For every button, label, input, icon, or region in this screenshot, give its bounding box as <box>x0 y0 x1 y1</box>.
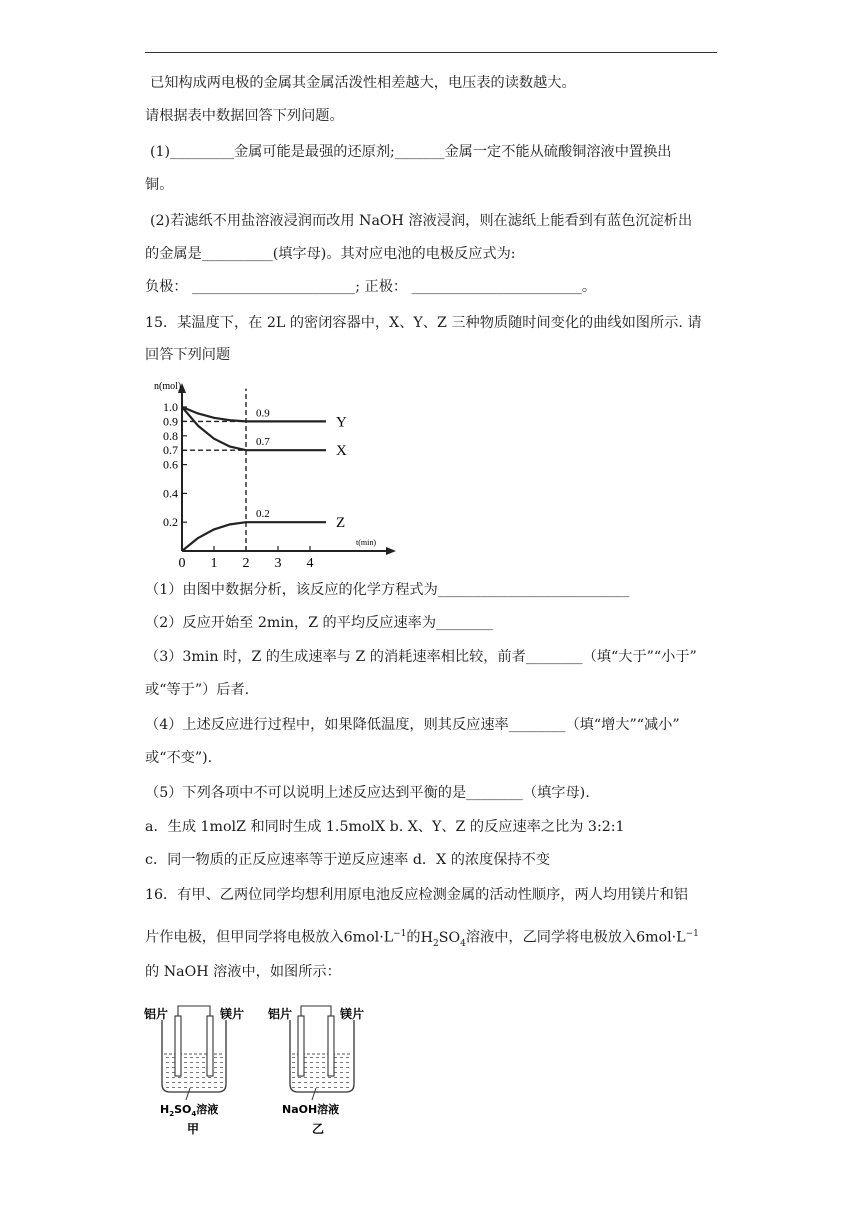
formula-sub-4: 4 <box>460 938 466 949</box>
q16-concentration-2: 6mol·L <box>636 929 686 946</box>
q16-line1: 16．有甲、乙两位同学均想利用原电池反应检测金属的活动性顺序，两人均用镁片和铝 <box>145 887 688 903</box>
data-label-y: 0.9 <box>256 407 270 420</box>
q15-stem-line1: 15．某温度下，在 2L 的密闭容器中，X、Y、Z 三种物质随时间变化的曲线如图所示. 请 <box>145 315 702 331</box>
x-tick-label: 2 <box>242 556 250 571</box>
galvanic-cells-figure <box>142 1000 382 1150</box>
data-label-x: 0.7 <box>256 436 270 449</box>
data-label-z: 0.2 <box>256 508 270 521</box>
q15-sub3-line1: （3）3min 时，Z 的生成速率与 Z 的消耗速率相比较，前者________（填“大于”“小于” <box>145 649 697 665</box>
x-axis-arrow <box>386 547 396 555</box>
solution-label-yi: NaOH溶液 <box>282 1103 340 1116</box>
q15-sub4-line1: （4）上述反应进行过程中，如果降低温度，则其反应速率________（填“增大”“减小” <box>145 717 680 733</box>
sol-so: SO <box>174 1103 192 1116</box>
q16-formula-h2so4 <box>420 929 466 949</box>
al-electrode-jia <box>175 1016 181 1076</box>
x-tick-label: 3 <box>274 556 282 571</box>
intro-line-2: 请根据表中数据回答下列问题。 <box>145 108 344 124</box>
label-al-jia: 铝片 <box>144 1007 169 1021</box>
q15-sub1: （1）由图中数据分析，该反应的化学方程式为___________________________ <box>145 582 630 598</box>
q15-stem-line2: 回答下列问题 <box>145 347 231 363</box>
q16-line2-text-a: 片作电极，但甲同学将电极放入 <box>145 929 344 946</box>
q16-concentration-1: 6mol·L <box>343 929 394 946</box>
caption-yi: 乙 <box>312 1122 325 1136</box>
series-line-y <box>182 407 326 421</box>
x-tick-label: 1 <box>210 556 218 571</box>
mg-electrode-jia <box>207 1016 213 1076</box>
q16-line2 <box>145 924 725 954</box>
formula-h: H <box>420 929 433 946</box>
q15-sub4-line2: 或“不变”). <box>145 750 213 766</box>
q16-line2-text-c: 溶液中，乙同学将电极放入 <box>465 929 637 946</box>
x-tick-label: 0 <box>178 556 186 571</box>
sol-post: 溶液 <box>196 1103 219 1116</box>
q14-electrode-blanks: 负极： _______________________; 正极： ________________________。 <box>145 279 597 295</box>
formula-so: SO <box>438 929 461 946</box>
y-tick-label: 0.2 <box>163 515 178 530</box>
q14-part2-line1: (2)若滤纸不用盐溶液浸润而改用 NaOH 溶液浸润，则在滤纸上能看到有蓝色沉淀析出 <box>150 213 693 229</box>
y-tick-label: 0.7 <box>163 443 178 458</box>
q14-part1-line1: (1)_________金属可能是最强的还原剂;_______金属一定不能从硫酸铜溶液中置换出 <box>150 144 672 160</box>
q15-sub2: （2）反应开始至 2min，Z 的平均反应速率为________ <box>145 615 493 631</box>
series-line-z <box>182 522 326 551</box>
label-mg-jia: 镁片 <box>220 1007 245 1021</box>
q15-sub5: （5）下列各项中不可以说明上述反应达到平衡的是________（填字母). <box>145 785 590 801</box>
y-axis-label: n(mol) <box>154 381 182 392</box>
header-rule <box>145 52 717 53</box>
x-tick-label: 4 <box>306 556 314 571</box>
q16-concentration-2-exponent: −1 <box>685 929 699 939</box>
q16-line2-text-b: 的 <box>406 929 421 946</box>
series-line-x <box>182 407 326 450</box>
q15-options-cd: c．同一物质的正反应速率等于逆反应速率 d．X 的浓度保持不变 <box>145 852 551 868</box>
wire-jia <box>178 1006 210 1016</box>
cell-yi <box>268 1006 364 1136</box>
solution-jia <box>164 1054 224 1090</box>
q14-part2-line2: 的金属是__________(填字母)。其对应电池的电极反应式为: <box>145 246 516 262</box>
series-label-x: X <box>336 443 347 460</box>
amount-time-chart <box>150 377 410 572</box>
q15-options-ab: a．生成 1molZ 和同时生成 1.5molX b. X、Y、Z 的反应速率之比为 3:2:1 <box>145 819 625 835</box>
y-tick-label: 0.9 <box>163 414 178 429</box>
y-tick-label: 0.8 <box>163 428 178 443</box>
y-tick-label: 0.4 <box>163 486 178 501</box>
caption-jia: 甲 <box>187 1122 200 1136</box>
mg-electrode-yi <box>328 1016 334 1076</box>
series-label-y: Y <box>336 414 347 431</box>
q15-sub3-line2: 或“等于”）后者. <box>145 682 250 698</box>
intro-line-1: 已知构成两电极的金属其金属活泼性相差越大，电压表的读数越大。 <box>150 75 576 91</box>
sol-sub2: 2 <box>169 1110 175 1118</box>
label-al-yi: 铝片 <box>268 1007 293 1021</box>
q16-line3: 的 NaOH 溶液中，如图所示： <box>145 964 341 980</box>
q16-concentration-1-exponent: −1 <box>393 929 407 939</box>
label-mg-yi: 镁片 <box>340 1007 365 1021</box>
al-electrode-yi <box>298 1016 304 1076</box>
y-tick-label: 1.0 <box>163 400 178 414</box>
wire-yi <box>301 1006 331 1016</box>
x-axis-label: t(min) <box>356 538 376 547</box>
y-tick-label: 0.6 <box>163 457 178 472</box>
solution-label-jia <box>160 1102 218 1118</box>
q14-part1-line2: 铜。 <box>145 177 174 193</box>
cell-jia <box>144 1006 244 1136</box>
sol-h: H <box>160 1103 170 1116</box>
series-label-z: Z <box>336 515 346 532</box>
sol-sub4: 4 <box>191 1110 197 1118</box>
formula-sub-2: 2 <box>433 938 439 949</box>
